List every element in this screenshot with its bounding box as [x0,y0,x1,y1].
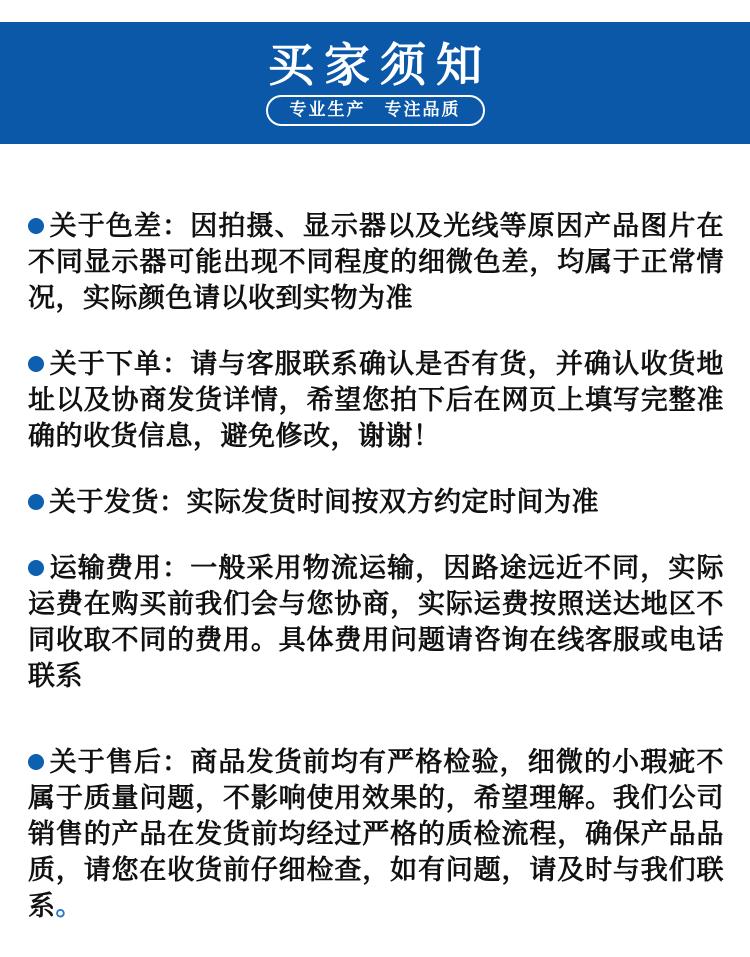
bullet-icon [28,560,44,576]
notice-shipping [28,484,724,520]
notice-label: 关于色差： [49,211,191,241]
notice-text: 实际发货时间按双方约定时间为准 [186,487,599,517]
notice-text-suffix: 。 [55,891,83,921]
notice-color-difference [28,208,724,316]
notice-ordering [28,346,724,454]
buyer-notice-page [0,22,750,957]
notice-text: 因拍摄、显示器以及光线等原因产品图片在不同显示器可能出现不同程度的细微色差，均属于正常情况，实际颜色请以收到实物为准 [28,211,724,313]
notice-text: 商品发货前均有严格检验，细微的小瑕疵不属于质量问题，不影响使用效果的，希望理解。我们公司销售的产品在发货前均经过严格的质检流程，确保产品品质，请您在收货前仔细检查，如有问题，请及时与我们联系 [28,747,724,921]
notice-label: 关于下单： [49,349,191,379]
bullet-icon [28,356,44,372]
notice-text: 一般采用物流运输，因路途远近不同，实际运费在购买前我们会与您协商，实际运费按照送达地区不同收取不同的费用。具体费用问题请咨询在线客服或电话联系 [28,553,724,691]
notice-label: 运输费用： [49,553,191,583]
notices-section [0,144,750,924]
header-banner [0,22,750,144]
bullet-icon [28,218,44,234]
slogan-badge: 专业生产 专注品质 [266,95,485,126]
bullet-icon [28,494,44,510]
notice-label: 关于售后： [49,747,191,777]
page-title: 买家须知 [268,39,492,91]
notice-label: 关于发货： [49,487,187,517]
bullet-icon [28,754,44,770]
notice-after-sales [28,744,724,924]
notice-text: 请与客服联系确认是否有货，并确认收货地址以及协商发货详情，希望您拍下后在网页上填写完整准确的收货信息，避免修改，谢谢！ [28,349,724,451]
notice-freight-cost [28,550,724,694]
